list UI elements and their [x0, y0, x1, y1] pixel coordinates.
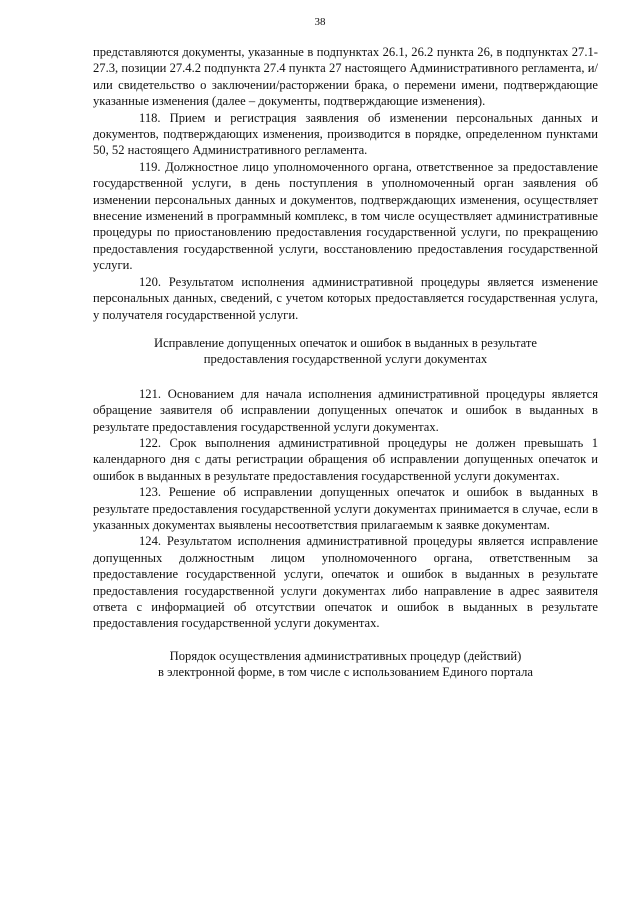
document-body	[93, 44, 598, 699]
paragraph-119: 119. Должностное лицо уполномоченного органа, ответственное за предоставление государственной услуги, в день поступления в уполномоченный орган заявления об изменении персональных данных и документов, подтверждающих изменения, осуществляет внесение изменений в программный комплекс, в том числе осуществляет административные процедуры по приостановлению предоставления государственной услуги, по прекращению предоставления государственной услуги, восстановлению предоставления государственной услуги.	[93, 159, 598, 273]
section-heading-electronic	[93, 648, 598, 681]
heading-line: Порядок осуществления административных процедур (действий)	[169, 648, 522, 663]
paragraph-122: 122. Срок выполнения административной процедуры не должен превышать 1 календарного дня с даты регистрации обращения об исправлении допущенных опечаток и ошибок в выданных в результате предоставления государственной услуги документах.	[93, 435, 598, 483]
heading-line: предоставления государственной услуги документах	[203, 352, 488, 367]
heading-line: Исправление допущенных опечаток и ошибок в выданных в результате	[153, 335, 538, 350]
paragraph-121: 121. Основанием для начала исполнения административной процедуры является обращение заявителя об исправлении допущенных опечаток и ошибок в выданных в результате предоставления государственной услуги документах.	[93, 386, 598, 434]
paragraph-118: 118. Прием и регистрация заявления об изменении персональных данных и документов, подтверждающих изменения, производится в порядке, определенном пунктами 50, 52 настоящего Административного регламента.	[93, 110, 598, 158]
paragraph-124: 124. Результатом исполнения административной процедуры является исправление допущенных должностным лицом уполномоченного органа, ответственным за предоставление государственной услуги, опечаток и ошибок в выданных в результате предоставления государственной услуги документах либо направление в адрес заявителя ответа с информацией об отсутствии опечаток и ошибок в выданных в результате предоставления государственной услуги документах.	[93, 534, 598, 631]
section-heading-corrections	[93, 335, 598, 368]
paragraph-123: 123. Решение об исправлении допущенных опечаток и ошибок в выданных в результате предоставления государственной услуги документах принимается в случае, если в указанных документах выявлены несоответствия прилагаемым к заявке документам.	[93, 485, 598, 532]
paragraph-continuation: представляются документы, указанные в подпунктах 26.1, 26.2 пункта 26, в подпунктах 27.1-27.3, позиции 27.4.2 подпункта 27.4 пункта 27 настоящего Административного регламента, и/или свидетельство о заключении/расторжении брака, о перемени имени, подтверждающие указанные изменения (далее – документы, подтверждающие изменения).	[93, 45, 598, 109]
page-number: 38	[314, 16, 326, 28]
heading-line: в электронной форме, в том числе с использованием Единого портала	[157, 665, 534, 680]
paragraph-120: 120. Результатом исполнения административной процедуры является изменение персональных данных, сведений, с учетом которых предоставляется государственная услуга, у получателя государственной услуги.	[93, 274, 598, 322]
